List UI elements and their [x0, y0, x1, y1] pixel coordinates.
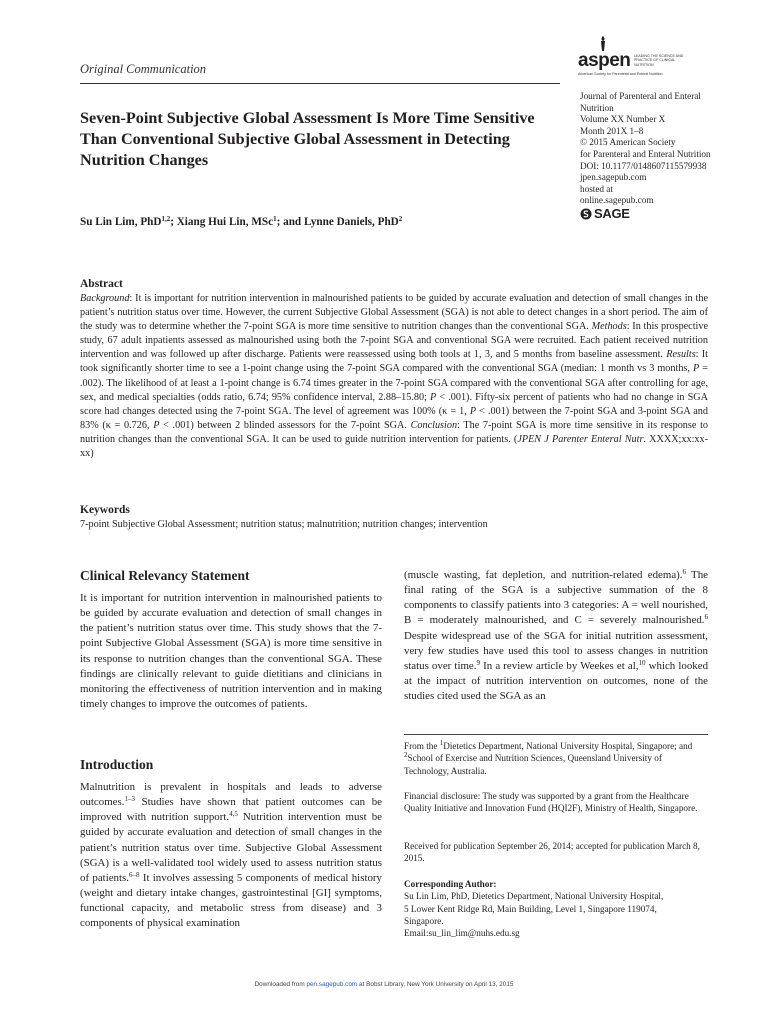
abstract-results: : It took significantly shorter time to see a 1-point change using the 7-point SGA compared with the conventional SGA (median: 1 month vs 3 months,: [80, 349, 709, 375]
sage-emblem-icon: [580, 208, 592, 220]
journal-info-line: for Parenteral and Enteral Nutrition: [580, 148, 711, 159]
corresponding-author-line: Su Lin Lim, PhD, Dietetics Department, National University Hospital,: [404, 891, 664, 902]
received-dates: Received for publication September 26, 2014; accepted for publication March 8, 2015.: [404, 841, 700, 864]
body-text-part: In a review article by Weekes et al,: [480, 659, 639, 672]
journal-info-line: Volume XX Number X: [580, 114, 666, 125]
citation-ref: 6–8: [129, 870, 140, 879]
p-symbol: P: [430, 391, 437, 403]
journal-info-line: Nutrition: [580, 102, 614, 113]
affiliation-marker: 1: [439, 739, 444, 747]
author-1-affiliation: 1,2: [161, 215, 171, 223]
affiliation-footnote: [404, 740, 708, 777]
journal-info-line: Month 201X 1–8: [580, 125, 644, 136]
author-2: ; Xiang Hui Lin, MSc: [170, 216, 274, 228]
p-symbol: P: [469, 405, 477, 417]
body-text-part: which looked at the impact of nutrition intervention on outcomes, none of the studies cited used the SGA as an: [404, 659, 709, 703]
sage-word: SAGE: [594, 206, 630, 221]
download-suffix: at Bobst Library, New York University on April 13, 2015: [357, 981, 514, 988]
author-1: Su Lin Lim, PhD: [80, 216, 162, 228]
download-link[interactable]: pen.sagepub.com: [306, 981, 358, 988]
journal-info-line: © 2015 American Society: [580, 137, 676, 148]
abstract-results-label: Results: [666, 349, 696, 361]
journal-info-line: online.sagepub.com: [580, 195, 654, 206]
abstract-text: [80, 292, 708, 461]
body-text-part: The final rating of the SGA is a subjective summation of the 8 components to classify patients into 3 categories: A = well nourished, B = moderately malnourished, and C = severely malnourished.: [404, 569, 708, 627]
body-text-part: Despite widespread use of the SGA for initial nutrition assessment, very few studies have used this tool to assess changes in nutrition status over time.: [404, 629, 708, 672]
sage-logo: [580, 206, 630, 221]
journal-info-line: jpen.sagepub.com: [580, 172, 647, 183]
introduction-text: [80, 780, 382, 932]
citation-ref: 10: [638, 658, 646, 667]
abstract-citation: JPEN J Parenter Enteral Nutr: [517, 433, 644, 445]
clinical-relevancy-text: It is important for nutrition intervention in malnourished patients to be guided by accurate evaluation and detection of small changes in the patient’s nutrition status over time. This study shows that the 7-point Subjective Global Assessment (SGA) is more time sensitive in its response to nutrition changes than the conventional SGA. These findings are clinically relevant to guide dietitians and clinicians in monitoring the effectiveness of nutrition intervention and in making timely changes to improve the outcomes of patients.: [80, 592, 382, 711]
author-list: [80, 216, 402, 228]
abstract-background: : It is important for nutrition intervention in malnourished patients to be guided by accurate evaluation and detection of small changes in the patient’s nutrition status over time. However, the current Subjective Global Assessment (SGA) is not able to detect changes in a short period. The aim of the study was to determine whether the 7-point SGA is more time sensitive to nutrition changes than the conventional SGA.: [80, 293, 708, 333]
p-symbol: P: [692, 363, 700, 375]
journal-info-line: hosted at: [580, 183, 613, 194]
download-prefix: Downloaded from: [254, 981, 307, 988]
intro-text-part: Malnutrition is prevalent in hospitals and leads to adverse outcomes.: [80, 781, 382, 809]
abstract-conclusion: : The 7-point SGA is more time sensitive in its response to nutrition changes than the conventional SGA. It can be used to guide nutrition intervention for patients. (: [80, 419, 708, 445]
header-rule: [80, 83, 560, 84]
citation-ref: 9: [476, 658, 480, 667]
author-3-affiliation: 2: [398, 215, 403, 223]
author-2-affiliation: 1: [273, 215, 277, 223]
intro-text-part: Studies have shown that patient outcomes can be improved with nutrition support.: [80, 796, 382, 824]
corresponding-author-label: Corresponding Author:: [404, 879, 497, 889]
corresponding-author: [404, 878, 708, 939]
keywords-heading: Keywords: [80, 504, 130, 516]
financial-disclosure: Financial disclosure: The study was supported by a grant from the Healthcare Quality Initiative and Innovation Fund (HQI2F), Ministry of Health, Singapore.: [404, 791, 698, 814]
abstract-methods-label: Methods: [591, 321, 627, 333]
abstract-results: < .001). Fifty-six percent of patients who had no change in SGA score had changes detected using the 7-point SGA. The level of agreement was 100% (κ = 1,: [80, 391, 708, 417]
abstract-results: < .001) between the 7-point SGA and 3-point SGA and 83% (κ = 0.726,: [80, 405, 708, 431]
journal-info-line: DOI: 10.1177/0148607115579938: [580, 160, 707, 171]
citation-ref: 4,5: [229, 810, 238, 819]
citation-ref: 6: [704, 613, 708, 622]
abstract-heading: Abstract: [80, 278, 123, 290]
aspen-logo: [578, 36, 690, 78]
download-notice: [0, 981, 768, 988]
affiliation-marker: 2: [404, 751, 408, 760]
abstract-citation-tail: . XXXX;xx:xx-xx): [80, 433, 708, 460]
p-symbol: P: [153, 419, 160, 431]
body-text-part: (muscle wasting, fat depletion, and nutrition-related edema).: [404, 569, 683, 581]
author-3: ; and Lynne Daniels, PhD: [276, 216, 399, 228]
citation-ref: 6: [682, 568, 687, 576]
introduction-heading: Introduction: [80, 757, 154, 772]
intro-text-part: It involves assessing 5 components of medical history (weight and dietary intake changes, gastrointestinal [GI] symptoms, functional capacity, and metabolic stress from disease) and 3 components of physical examination: [80, 871, 382, 930]
affiliation-text: Dietetics Department, National University Hospital, Singapore; and: [443, 741, 693, 751]
affiliation-text: School of Exercise and Nutrition Sciences, Queensland University of Technology, Australia.: [404, 753, 662, 776]
abstract-results: = .002). The likelihood of at least a 1-point change is 6.74 times greater in the 7-point SGA compared with the conventional SGA after controlling for age, sex, and medical specialties (odds ratio, 6.74; 95% confidence interval, 2.88–15.80;: [80, 363, 708, 403]
section-type: Original Communication: [80, 62, 207, 76]
article-title: Seven-Point Subjective Global Assessment Is More Time Sensitive Than Conventional Subjective Global Assessment in Detecting Nutrition Changes: [80, 109, 535, 169]
footnote-rule: [404, 734, 708, 735]
keywords-text: 7-point Subjective Global Assessment; nutrition status; malnutrition; nutrition changes; intervention: [80, 519, 488, 530]
logo-word: aspen: [578, 50, 631, 71]
abstract-background-label: Background: [80, 293, 130, 304]
journal-info: [580, 91, 730, 207]
abstract-methods: : In this prospective study, 67 adult inpatients assessed as malnourished using both the 7-point SGA and conventional SGA were recruited. Each patient received nutrition intervention and was followed up after discharge. Patients were reassessed using both tools at 1, 3, and 5 months from baseline assessment.: [80, 321, 708, 361]
logo-side-text: LEADING THE SCIENCE AND PRACTICE OF CLINICAL NUTRITION: [634, 54, 684, 67]
intro-text-part: Nutrition intervention must be guided by accurate evaluation and detection of small changes in the patient’s nutrition status over time. Subjective Global Assessment (SGA) is a well-validated tool widely used to assess nutrition status of patients.: [80, 811, 382, 884]
corresponding-author-email: Email:su_lin_lim@nuhs.edu.sg: [404, 928, 520, 939]
abstract-conclusion-label: Conclusion: [410, 419, 458, 431]
citation-ref: 1–3: [124, 795, 135, 804]
journal-info-line: Journal of Parenteral and Enteral: [580, 91, 701, 101]
corresponding-author-line: Singapore.: [404, 915, 444, 926]
logo-sub-text: American Society for Parenteral and Enteral Nutrition: [578, 72, 663, 76]
right-column-text: [404, 568, 708, 704]
corresponding-author-line: 5 Lower Kent Ridge Rd, Main Building, Level 1, Singapore 119074,: [404, 903, 657, 914]
clinical-relevancy-heading: Clinical Relevancy Statement: [80, 568, 250, 583]
abstract-results: < .001) between 2 blinded assessors for the 7-point SGA.: [159, 419, 411, 431]
affiliation-text: From the: [404, 741, 440, 751]
